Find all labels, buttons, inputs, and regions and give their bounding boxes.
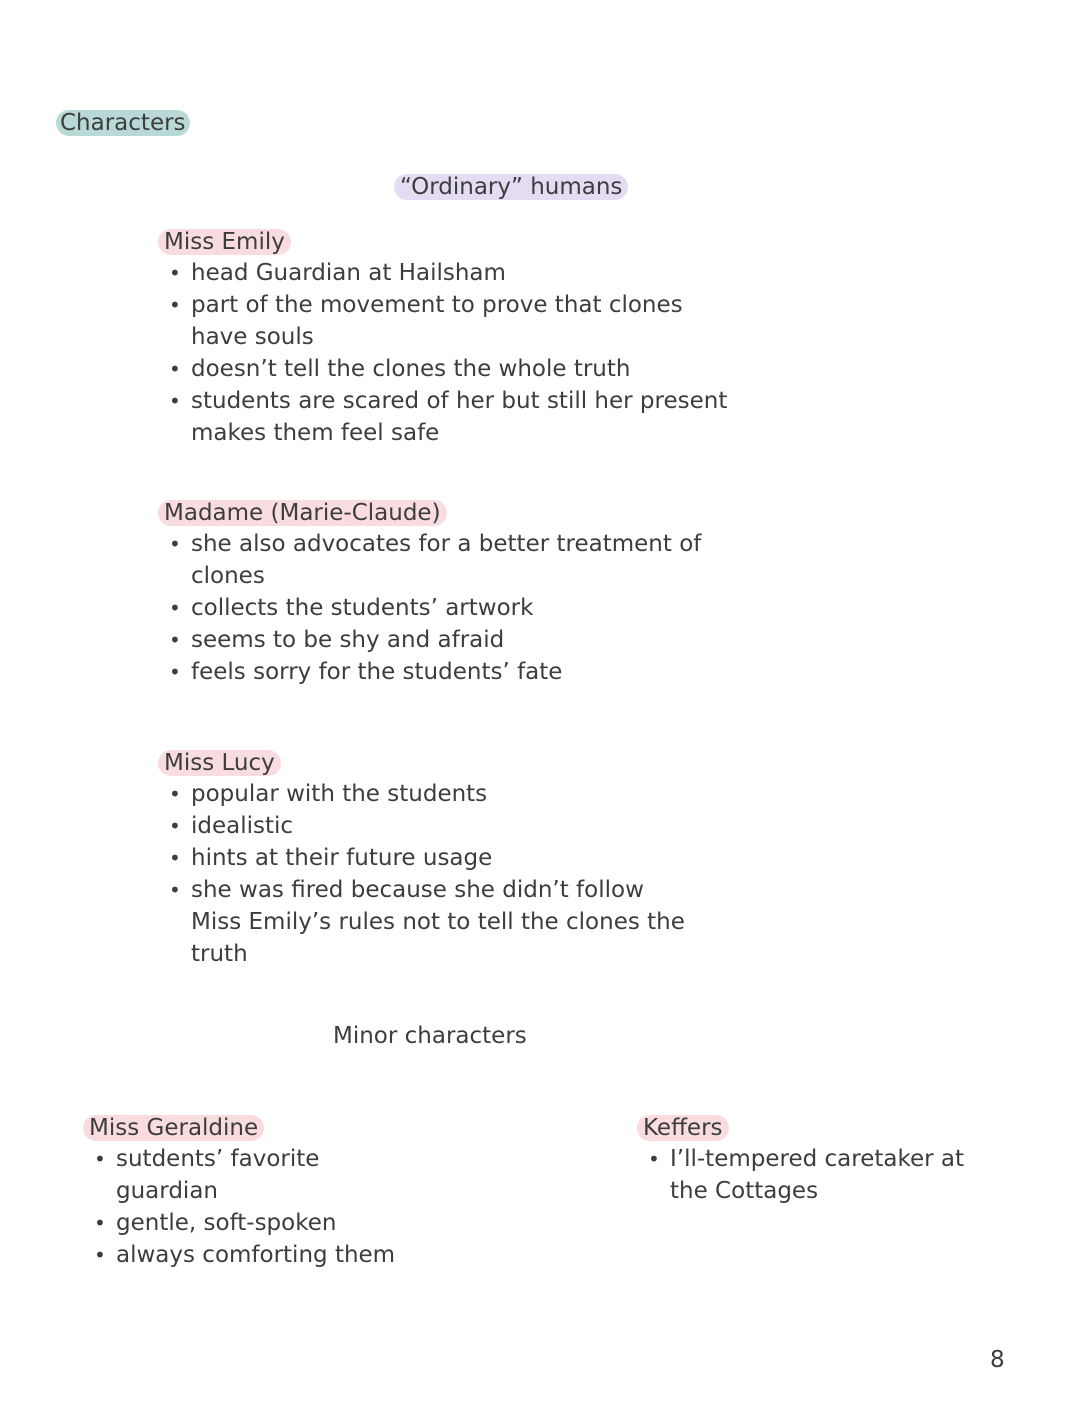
- trait-list: [164, 528, 704, 688]
- list-item: • hints at their future usage: [164, 842, 694, 874]
- trait-list: [643, 1143, 973, 1207]
- list-item: • collects the students’ artwork: [164, 592, 704, 624]
- trait-list: [89, 1143, 409, 1271]
- list-item: • sutdents’ favorite guardian: [89, 1143, 409, 1207]
- list-item: • students are scared of her but still her present makes them feel safe: [164, 385, 734, 449]
- trait-list: [164, 778, 694, 970]
- list-item: • I’ll-tempered caretaker at the Cottages: [643, 1143, 973, 1207]
- character-keffers: [637, 1113, 997, 1207]
- list-item: • idealistic: [164, 810, 694, 842]
- list-item: • she also advocates for a better treatment of clones: [164, 528, 704, 592]
- list-item: • head Guardian at Hailsham: [164, 257, 734, 289]
- trait-list: [164, 257, 734, 449]
- character-miss-emily: [158, 227, 758, 449]
- list-item: • popular with the students: [164, 778, 694, 810]
- character-miss-lucy: [158, 748, 758, 970]
- page-number: 8: [990, 1347, 1005, 1373]
- list-item: • gentle, soft-spoken: [89, 1207, 409, 1239]
- character-madame: [158, 498, 758, 688]
- character-name: Miss Geraldine: [83, 1113, 264, 1143]
- list-item: • part of the movement to prove that clones have souls: [164, 289, 734, 353]
- list-item: • she was fired because she didn’t follow Miss Emily’s rules not to tell the clones the truth: [164, 874, 694, 970]
- list-item: • always comforting them: [89, 1239, 409, 1271]
- section-title-ordinary-humans: “Ordinary” humans: [394, 172, 628, 202]
- character-name: Miss Emily: [158, 227, 291, 257]
- list-item: • seems to be shy and afraid: [164, 624, 704, 656]
- character-name: Keffers: [637, 1113, 729, 1143]
- character-name: Madame (Marie-Claude): [158, 498, 447, 528]
- characters-heading: Characters: [56, 108, 190, 138]
- list-item: • feels sorry for the students’ fate: [164, 656, 704, 688]
- character-name: Miss Lucy: [158, 748, 281, 778]
- character-miss-geraldine: [83, 1113, 443, 1271]
- section-title-minor-characters: Minor characters: [333, 1023, 527, 1049]
- list-item: • doesn’t tell the clones the whole truth: [164, 353, 734, 385]
